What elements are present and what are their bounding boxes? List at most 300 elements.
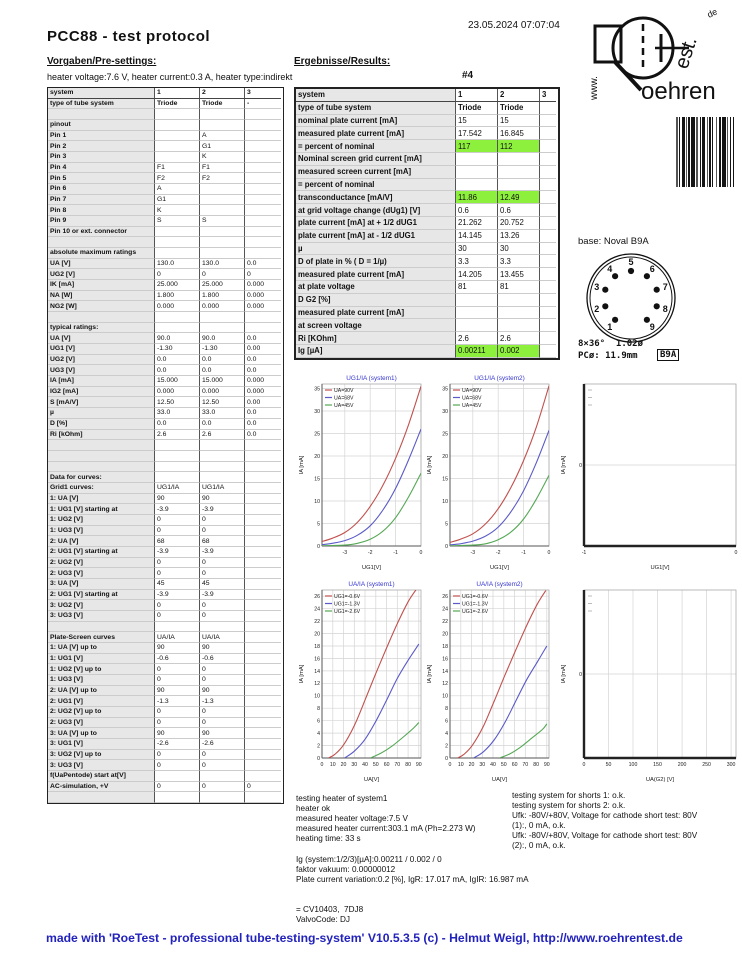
table-row bbox=[48, 643, 283, 654]
table-cell: transconductance [mA/V] bbox=[296, 191, 456, 204]
note-line bbox=[296, 895, 529, 905]
table-cell: -1.3 bbox=[155, 696, 200, 707]
svg-text:0: 0 bbox=[317, 755, 320, 762]
table-cell bbox=[245, 163, 281, 174]
table-cell: 1: UG3 [V] bbox=[48, 675, 155, 686]
table-cell bbox=[245, 141, 281, 152]
svg-text:UA=90V: UA=90V bbox=[334, 388, 354, 394]
svg-text:4: 4 bbox=[445, 731, 448, 737]
table-cell: 68 bbox=[155, 536, 200, 547]
table-cell: G1 bbox=[155, 195, 200, 206]
table-cell bbox=[48, 109, 155, 120]
table-row bbox=[296, 281, 558, 294]
table-cell: 0 bbox=[200, 664, 245, 675]
table-cell: -3.9 bbox=[155, 504, 200, 515]
svg-text:6: 6 bbox=[649, 263, 655, 274]
table-cell bbox=[245, 600, 281, 611]
table-cell: Ri [KOhm] bbox=[296, 332, 456, 345]
table-cell: F2 bbox=[155, 173, 200, 184]
table-cell bbox=[245, 611, 281, 622]
svg-text:0: 0 bbox=[445, 543, 448, 550]
table-cell: Pin 1 bbox=[48, 131, 155, 142]
table-cell: UG3 [V] bbox=[48, 365, 155, 376]
table-cell: = percent of nominal bbox=[296, 140, 456, 153]
table-cell bbox=[200, 109, 245, 120]
table-row bbox=[48, 163, 283, 174]
table-cell: 3: UA [V] up to bbox=[48, 728, 155, 739]
table-cell: Nominal screen grid current [mA] bbox=[296, 153, 456, 166]
table-cell bbox=[245, 312, 281, 323]
table-row bbox=[48, 216, 283, 227]
presettings-heading: Vorgaben/Pre-settings: bbox=[47, 56, 157, 67]
table-cell: 2: UG3 [V] bbox=[48, 718, 155, 729]
table-row bbox=[48, 387, 283, 398]
table-cell bbox=[245, 152, 281, 163]
table-cell: 0 bbox=[245, 782, 281, 793]
table-cell bbox=[245, 173, 281, 184]
table-cell: UA/IA bbox=[200, 632, 245, 643]
table-cell: Ri [kOhm] bbox=[48, 430, 155, 441]
table-cell: 12.49 bbox=[498, 191, 540, 204]
table-cell bbox=[200, 462, 245, 473]
svg-text:UA=90V: UA=90V bbox=[462, 388, 482, 394]
table-cell: 0 bbox=[200, 611, 245, 622]
table-row bbox=[296, 166, 558, 179]
svg-text:-1: -1 bbox=[581, 550, 587, 556]
table-row bbox=[48, 707, 283, 718]
svg-text:35: 35 bbox=[314, 386, 320, 393]
svg-text:UG1=-1.3V: UG1=-1.3V bbox=[462, 601, 489, 608]
table-cell bbox=[498, 307, 540, 320]
svg-text:UG1=-2.6V: UG1=-2.6V bbox=[462, 609, 489, 615]
svg-text:20: 20 bbox=[314, 631, 320, 638]
table-cell: 0 bbox=[155, 750, 200, 761]
table-cell: f(UaPentode) start at[V] bbox=[48, 771, 155, 782]
svg-text:UG1=-2.6V: UG1=-2.6V bbox=[334, 609, 361, 615]
svg-text:-1: -1 bbox=[521, 550, 526, 556]
table-row bbox=[48, 355, 283, 366]
svg-text:0: 0 bbox=[448, 762, 452, 768]
grid-curves-system3-chart bbox=[559, 371, 740, 576]
svg-text:UA=68V: UA=68V bbox=[334, 395, 354, 402]
table-row bbox=[48, 696, 283, 707]
table-row bbox=[296, 307, 558, 320]
table-cell: 90 bbox=[200, 728, 245, 739]
table-row bbox=[48, 504, 283, 515]
table-cell: - bbox=[245, 99, 281, 110]
table-cell: -2.6 bbox=[155, 739, 200, 750]
table-row bbox=[48, 109, 283, 120]
svg-text:20: 20 bbox=[442, 453, 448, 460]
table-cell: 20.752 bbox=[498, 217, 540, 230]
table-cell: 0.00 bbox=[245, 344, 281, 355]
table-row bbox=[48, 526, 283, 537]
table-cell bbox=[245, 728, 281, 739]
table-cell: 90 bbox=[155, 494, 200, 505]
table-cell: 17.542 bbox=[456, 127, 498, 140]
table-cell bbox=[245, 451, 281, 462]
svg-text:25: 25 bbox=[442, 431, 448, 438]
grid-curves-system1-chart bbox=[297, 371, 425, 576]
table-cell: A bbox=[200, 131, 245, 142]
svg-text:5: 5 bbox=[317, 521, 320, 528]
table-row bbox=[48, 686, 283, 697]
table-cell: at grid voltage change (dUg1) [V] bbox=[296, 204, 456, 217]
table-cell: 90.0 bbox=[200, 333, 245, 344]
svg-text:14: 14 bbox=[314, 668, 320, 675]
table-cell: 3: UG3 [V] bbox=[48, 611, 155, 622]
results-table bbox=[294, 87, 560, 360]
svg-text:10: 10 bbox=[442, 498, 448, 505]
svg-text:UA/IA (system1): UA/IA (system1) bbox=[348, 581, 395, 588]
table-cell bbox=[245, 184, 281, 195]
note-line: Ufk: -80V/+80V, Voltage for cathode short test: 80V bbox=[512, 811, 698, 821]
table-row bbox=[296, 230, 558, 243]
table-cell: 0 bbox=[155, 718, 200, 729]
table-cell: 45 bbox=[155, 579, 200, 590]
table-cell: 3: UG2 [V] up to bbox=[48, 750, 155, 761]
table-cell: 13.26 bbox=[498, 230, 540, 243]
table-cell bbox=[245, 536, 281, 547]
table-cell: typical ratings: bbox=[48, 323, 155, 334]
table-cell bbox=[155, 141, 200, 152]
table-cell: 1: UG1 [V] bbox=[48, 654, 155, 665]
table-cell: 14.145 bbox=[456, 230, 498, 243]
table-cell: Pin 6 bbox=[48, 184, 155, 195]
note-line bbox=[296, 844, 529, 854]
table-row bbox=[296, 89, 558, 102]
table-cell: 0.000 bbox=[200, 301, 245, 312]
svg-text:6: 6 bbox=[317, 718, 320, 725]
socket-dim-1: 8×36° 1.02ø bbox=[578, 339, 644, 349]
table-cell bbox=[245, 579, 281, 590]
table-cell: pinout bbox=[48, 120, 155, 131]
table-cell: Pin 8 bbox=[48, 205, 155, 216]
table-row bbox=[48, 131, 283, 142]
table-cell bbox=[245, 109, 281, 120]
table-cell bbox=[498, 153, 540, 166]
table-cell bbox=[540, 140, 556, 153]
table-cell: 0.0 bbox=[245, 333, 281, 344]
note-line: measured heater voltage:7.5 V bbox=[296, 814, 408, 824]
table-cell: F1 bbox=[155, 163, 200, 174]
svg-text:4: 4 bbox=[607, 263, 613, 274]
table-cell: 1: UA [V] up to bbox=[48, 643, 155, 654]
table-cell: 0 bbox=[200, 515, 245, 526]
table-row bbox=[48, 397, 283, 408]
table-cell bbox=[155, 622, 200, 633]
socket-name-badge: B9A bbox=[657, 349, 679, 361]
svg-text:de: de bbox=[705, 6, 719, 20]
table-cell: 0.0 bbox=[245, 365, 281, 376]
table-cell: -3.9 bbox=[200, 547, 245, 558]
results-heading: Ergebnisse/Results: bbox=[294, 56, 391, 67]
table-cell: 2: UG1 [V] starting at bbox=[48, 590, 155, 601]
table-cell bbox=[540, 102, 556, 115]
note-line: Ig (system:1/2/3)[µA]:0.00211 / 0.002 / 0 bbox=[296, 854, 442, 864]
table-cell: = percent of nominal bbox=[296, 179, 456, 192]
svg-text:18: 18 bbox=[314, 643, 320, 650]
table-cell bbox=[245, 515, 281, 526]
table-cell: 2: UG1 [V] bbox=[48, 696, 155, 707]
table-cell: 3: UA [V] bbox=[48, 579, 155, 590]
svg-text:30: 30 bbox=[442, 408, 448, 415]
table-cell: Triode bbox=[155, 99, 200, 110]
svg-text:oehren: oehren bbox=[641, 78, 716, 105]
table-cell: 1 bbox=[456, 89, 498, 102]
table-cell: measured plate current [mA] bbox=[296, 307, 456, 320]
table-row bbox=[48, 237, 283, 248]
table-row bbox=[48, 301, 283, 312]
table-cell: 2: UG2 [V] bbox=[48, 558, 155, 569]
datetime: 23.05.2024 07:07:04 bbox=[468, 20, 560, 31]
table-cell: F2 bbox=[200, 173, 245, 184]
table-cell bbox=[200, 205, 245, 216]
svg-text:0: 0 bbox=[579, 671, 582, 678]
pre-settings-table bbox=[47, 87, 284, 804]
table-cell: A bbox=[155, 184, 200, 195]
table-cell bbox=[245, 696, 281, 707]
table-cell: 12.50 bbox=[155, 397, 200, 408]
table-cell: 0 bbox=[155, 269, 200, 280]
table-cell: 15.000 bbox=[155, 376, 200, 387]
table-row bbox=[48, 195, 283, 206]
svg-text:100: 100 bbox=[628, 762, 638, 768]
svg-text:0: 0 bbox=[579, 462, 582, 469]
table-cell: 15 bbox=[456, 115, 498, 128]
table-cell: -1.30 bbox=[155, 344, 200, 355]
table-cell: UG1 [V] bbox=[48, 344, 155, 355]
svg-text:8: 8 bbox=[662, 304, 668, 315]
table-row bbox=[296, 255, 558, 268]
table-row bbox=[48, 611, 283, 622]
table-cell bbox=[245, 686, 281, 697]
table-cell: 25.000 bbox=[200, 280, 245, 291]
table-cell: 0 bbox=[200, 782, 245, 793]
table-cell: 3.3 bbox=[498, 255, 540, 268]
table-row bbox=[296, 332, 558, 345]
table-row bbox=[48, 654, 283, 665]
table-row bbox=[296, 179, 558, 192]
note-line: measured heater current:303.1 mA (Ph=2.273 W) bbox=[296, 824, 476, 834]
presettings-line: heater voltage:7.6 V, heater current:0.3 A, heater type:indirekt bbox=[47, 72, 293, 82]
table-cell: Pin 2 bbox=[48, 141, 155, 152]
table-cell bbox=[155, 152, 200, 163]
table-cell: 30 bbox=[498, 243, 540, 256]
table-cell: 0.0 bbox=[155, 419, 200, 430]
table-row bbox=[48, 600, 283, 611]
table-cell bbox=[245, 120, 281, 131]
svg-text:UA(G2) [V]: UA(G2) [V] bbox=[645, 777, 675, 783]
table-cell bbox=[245, 739, 281, 750]
table-cell: IK [mA] bbox=[48, 280, 155, 291]
svg-text:UG1=-1.3V: UG1=-1.3V bbox=[334, 601, 361, 608]
table-cell: 0.0 bbox=[245, 419, 281, 430]
svg-text:10: 10 bbox=[314, 693, 320, 700]
table-row bbox=[48, 419, 283, 430]
table-row bbox=[296, 294, 558, 307]
table-cell: 0 bbox=[155, 558, 200, 569]
svg-text:UG1=-0.6V: UG1=-0.6V bbox=[334, 594, 361, 600]
table-cell: absolute maximum ratings bbox=[48, 248, 155, 259]
svg-text:0: 0 bbox=[582, 762, 586, 768]
table-cell bbox=[498, 319, 540, 332]
table-cell bbox=[200, 184, 245, 195]
table-cell bbox=[540, 268, 556, 281]
table-cell bbox=[245, 483, 281, 494]
svg-text:70: 70 bbox=[394, 762, 401, 768]
plate-curves-system3-chart bbox=[559, 577, 740, 788]
table-cell: 0.000 bbox=[245, 291, 281, 302]
table-cell bbox=[540, 127, 556, 140]
table-cell: 1: UG2 [V] up to bbox=[48, 664, 155, 675]
table-cell: 2 bbox=[200, 88, 245, 99]
svg-text:70: 70 bbox=[522, 762, 529, 768]
table-cell: IG2 [mA] bbox=[48, 387, 155, 398]
note-line: testing system for shorts 2: o.k. bbox=[512, 801, 626, 811]
table-cell: -3.9 bbox=[200, 504, 245, 515]
table-cell: 0 bbox=[155, 675, 200, 686]
svg-text:0: 0 bbox=[445, 755, 448, 762]
table-row bbox=[48, 99, 283, 110]
svg-text:4: 4 bbox=[317, 731, 320, 737]
table-row bbox=[296, 268, 558, 281]
table-cell bbox=[245, 205, 281, 216]
table-cell bbox=[200, 792, 245, 803]
table-cell: 0.0 bbox=[155, 365, 200, 376]
svg-text:0: 0 bbox=[317, 543, 320, 550]
table-cell: 0.0 bbox=[245, 408, 281, 419]
table-cell: 0 bbox=[155, 611, 200, 622]
svg-text:-2: -2 bbox=[367, 550, 373, 556]
table-cell: system bbox=[48, 88, 155, 99]
note-line bbox=[296, 885, 529, 895]
table-cell: 0.0 bbox=[200, 355, 245, 366]
svg-text:UG1[V]: UG1[V] bbox=[650, 565, 670, 571]
svg-text:0: 0 bbox=[547, 550, 551, 556]
table-cell: 1: UG1 [V] starting at bbox=[48, 504, 155, 515]
table-cell: 3 bbox=[540, 89, 556, 102]
table-cell bbox=[200, 440, 245, 451]
table-cell bbox=[245, 216, 281, 227]
table-row bbox=[48, 408, 283, 419]
svg-text:20: 20 bbox=[314, 453, 320, 460]
table-cell: K bbox=[155, 205, 200, 216]
note-line: ValvoCode: DJ bbox=[296, 915, 351, 925]
table-cell bbox=[155, 462, 200, 473]
svg-text:3: 3 bbox=[594, 281, 600, 292]
svg-text:16: 16 bbox=[314, 656, 320, 663]
svg-text:60: 60 bbox=[511, 762, 518, 768]
table-row bbox=[48, 227, 283, 238]
svg-text:10: 10 bbox=[442, 693, 448, 700]
notes-right bbox=[512, 791, 697, 852]
table-cell: 0 bbox=[200, 718, 245, 729]
table-cell: Triode bbox=[200, 99, 245, 110]
table-cell: Triode bbox=[456, 102, 498, 115]
svg-text:UA=45V: UA=45V bbox=[462, 403, 482, 409]
table-cell bbox=[200, 120, 245, 131]
svg-text:90: 90 bbox=[415, 762, 422, 768]
table-cell: -3.9 bbox=[155, 547, 200, 558]
table-cell bbox=[540, 255, 556, 268]
table-cell: K bbox=[200, 152, 245, 163]
svg-text:30: 30 bbox=[351, 762, 358, 768]
table-cell: 1: UG3 [V] bbox=[48, 526, 155, 537]
table-cell: Pin 9 bbox=[48, 216, 155, 227]
table-cell: 0 bbox=[155, 782, 200, 793]
svg-text:-2: -2 bbox=[495, 550, 501, 556]
svg-text:80: 80 bbox=[405, 762, 411, 768]
plate-curves-system1-chart bbox=[297, 577, 425, 788]
table-cell: 81 bbox=[456, 281, 498, 294]
table-row bbox=[48, 173, 283, 184]
table-cell: 90 bbox=[155, 643, 200, 654]
table-row bbox=[48, 536, 283, 547]
table-cell: 2.6 bbox=[155, 430, 200, 441]
table-cell: Pin 7 bbox=[48, 195, 155, 206]
table-cell bbox=[540, 345, 556, 358]
table-row bbox=[48, 333, 283, 344]
table-row bbox=[296, 204, 558, 217]
table-cell bbox=[245, 643, 281, 654]
table-cell: UG1/IA bbox=[155, 483, 200, 494]
roetest-logo bbox=[585, 4, 735, 111]
svg-text:-1: -1 bbox=[393, 550, 398, 556]
base-label: base: Noval B9A bbox=[578, 236, 649, 247]
table-cell: 0.000 bbox=[155, 301, 200, 312]
barcode bbox=[676, 117, 740, 187]
table-cell: measured plate current [mA] bbox=[296, 127, 456, 140]
table-cell: measured screen current [mA] bbox=[296, 166, 456, 179]
svg-text:UA/IA (system2): UA/IA (system2) bbox=[476, 581, 523, 588]
table-cell: 90 bbox=[155, 728, 200, 739]
table-row bbox=[48, 120, 283, 131]
svg-text:20: 20 bbox=[468, 762, 475, 768]
table-cell: -3.9 bbox=[155, 590, 200, 601]
table-row bbox=[296, 140, 558, 153]
table-cell: 117 bbox=[456, 140, 498, 153]
note-line: (1):, 0 mA, o.k. bbox=[512, 821, 566, 831]
table-row bbox=[296, 217, 558, 230]
table-cell: 0.000 bbox=[245, 387, 281, 398]
table-cell: µ bbox=[296, 243, 456, 256]
table-cell: 0 bbox=[155, 515, 200, 526]
table-cell: µ bbox=[48, 408, 155, 419]
grid-curves-system2-chart bbox=[425, 371, 553, 576]
svg-text:12: 12 bbox=[314, 681, 320, 688]
table-cell bbox=[245, 771, 281, 782]
table-cell: type of tube system bbox=[48, 99, 155, 110]
table-cell bbox=[200, 323, 245, 334]
svg-text:5: 5 bbox=[445, 521, 448, 528]
table-cell: Pin 3 bbox=[48, 152, 155, 163]
svg-text:0: 0 bbox=[419, 550, 423, 556]
table-cell: UA [V] bbox=[48, 259, 155, 270]
svg-text:IA [mA]: IA [mA] bbox=[299, 455, 305, 475]
table-row bbox=[48, 782, 283, 793]
svg-text:IA [mA]: IA [mA] bbox=[299, 664, 305, 684]
run-number: #4 bbox=[462, 70, 474, 81]
table-cell: Ig [µA] bbox=[296, 345, 456, 358]
table-cell bbox=[245, 590, 281, 601]
table-cell bbox=[155, 323, 200, 334]
table-cell: at plate voltage bbox=[296, 281, 456, 294]
note-line: testing heater of system1 bbox=[296, 794, 388, 803]
svg-text:24: 24 bbox=[442, 606, 448, 613]
table-cell: Pin 10 or ext. connector bbox=[48, 227, 155, 238]
svg-text:9: 9 bbox=[649, 322, 655, 333]
